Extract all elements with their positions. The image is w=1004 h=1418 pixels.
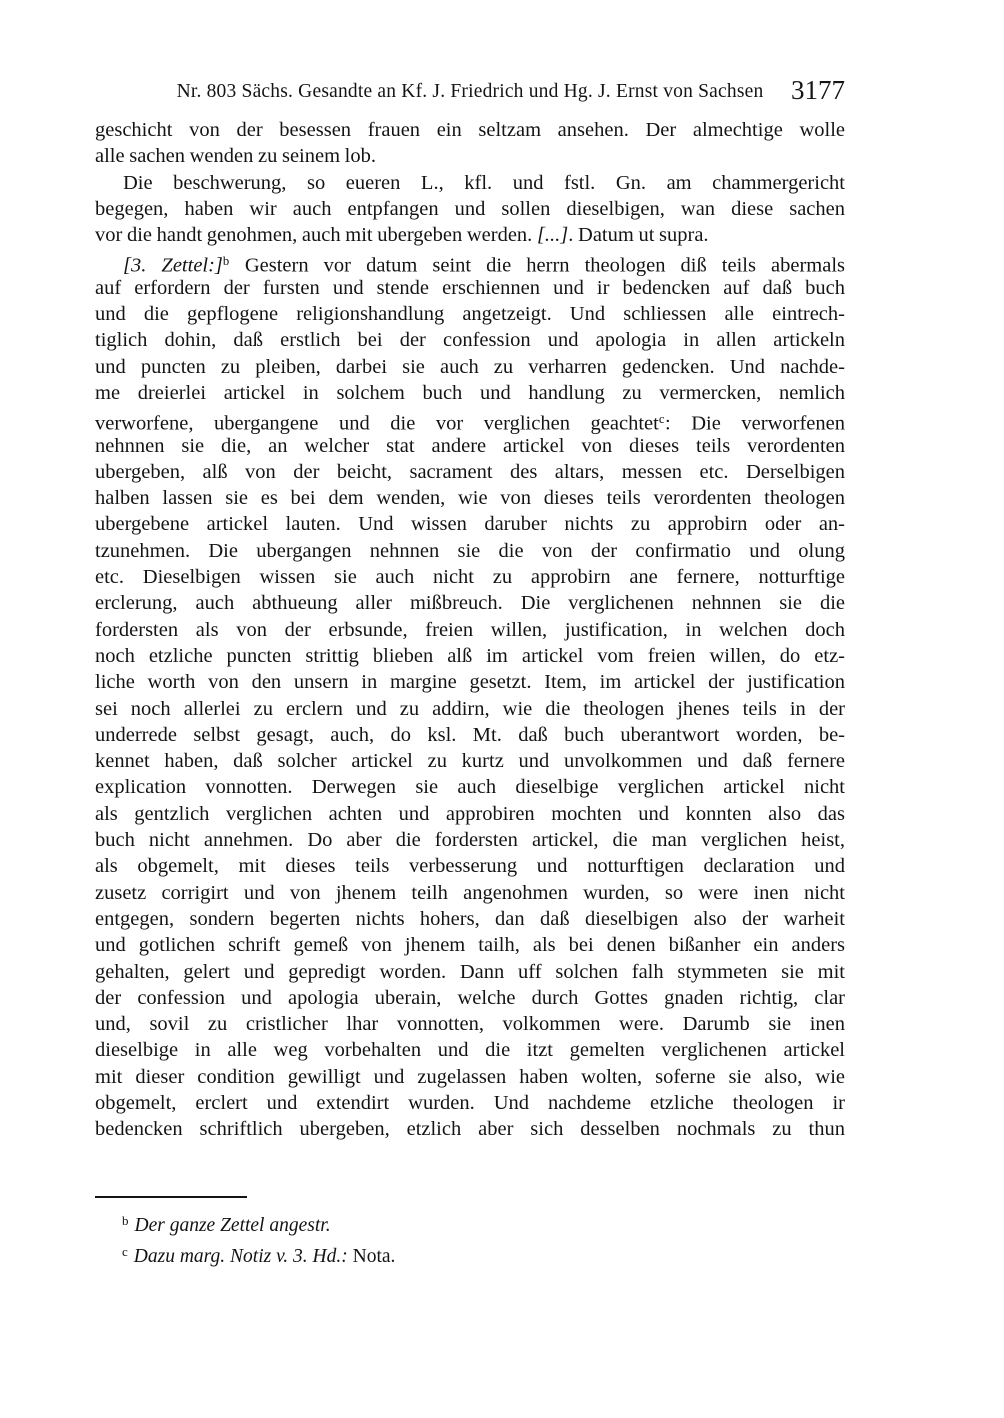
footnote-marker: b bbox=[122, 1213, 129, 1228]
paragraph bbox=[95, 248, 845, 1142]
text-line: und gotlichen schrift gemeß von jhenem tailh, als bei denen bißanher ein anders bbox=[95, 934, 845, 957]
text-line: etc. Dieselbigen wissen sie auch nicht zu approbirn ane fernere, notturftige bbox=[95, 566, 845, 589]
body-text bbox=[95, 117, 845, 1143]
text-line: dieselbige in alle weg vorbehalten und die itzt gemelten verglichenen artickel bbox=[95, 1039, 845, 1062]
running-head-title: Nr. 803 Sächs. Gesandte an Kf. J. Friedrich und Hg. J. Ernst von Sachsen bbox=[176, 81, 764, 102]
text-line: sei noch allerlei zu erclern und zu addirn, wie die theologen jhenes teils in der bbox=[95, 697, 845, 720]
page-header bbox=[95, 76, 845, 106]
text-line: ubergeben, alß von der beicht, sacrament des altars, messen etc. Derselbigen bbox=[95, 460, 845, 483]
text-line: begegen, haben wir auch entpfangen und sollen dieselbigen, wan diese sachen bbox=[95, 197, 845, 220]
text-line: entgegen, sondern begerten nichts hohers, dan daß dieselbigen also der warheit bbox=[95, 907, 845, 930]
text-line: underrede selbst gesagt, auch, do ksl. Mt. daß buch uberantwort worden, be- bbox=[95, 723, 845, 746]
footnote-marker: c bbox=[122, 1243, 128, 1259]
text-line: ubergebene artickel lauten. Und wissen daruber nichts zu approbirn oder an- bbox=[95, 513, 845, 536]
text-line: und die gepflogene religionshandlung angetzeigt. Und schliessen alle eintrech- bbox=[95, 303, 845, 326]
text-line: geschicht von der besessen frauen ein seltzam ansehen. Der almechtige wolle bbox=[95, 119, 845, 141]
text-line: tiglich dohin, daß erstlich bei der confession und apologia in allen artickeln bbox=[95, 329, 845, 352]
text-line: alle sachen wenden zu seinem lob. bbox=[95, 145, 376, 168]
text-line: kennet haben, daß solcher artickel zu kurtz und unvolkommen und daß fernere bbox=[95, 750, 845, 773]
text-line: als obgemelt, mit dieses teils verbesserung und notturftigen declaration und bbox=[95, 855, 845, 878]
paragraph bbox=[95, 170, 845, 249]
footnotes bbox=[95, 1196, 845, 1270]
text-line: zusetz corrigirt und von jhenem teilh angenohmen wurden, so were inen nicht bbox=[95, 881, 845, 904]
text-line: [3. Zettel:]$^b$ Gestern vor datum seint die herrn theologen diß teils abermals bbox=[123, 254, 846, 277]
text-line: obgemelt, erclert und extendirt wurden. Und nachdeme etzliche theologen ir bbox=[95, 1091, 845, 1114]
text-line: gehalten, gelert und gepredigt worden. Dann uff solchen falh stymmeten sie mit bbox=[95, 960, 845, 983]
footnote: $^c$ Dazu marg. Notiz v. 3. Hd.: Nota. bbox=[122, 1243, 396, 1267]
text-line: nehnnen sie die, an welcher stat andere artickel von dieses teils verordenten bbox=[95, 434, 845, 457]
text-line: auf erfordern der fursten und stende erschiennen und ir bedencken auf daß buch bbox=[95, 276, 845, 299]
text-line: halben lassen sie es bei dem wenden, wie von dieses teils verordenten theologen bbox=[95, 487, 845, 510]
text-line: fordersten als von der erbsunde, freien willen, justification, in welchen doch bbox=[95, 618, 845, 641]
text-line: mit dieser condition gewilligt und zugelassen haben wolten, soferne sie also, wie bbox=[95, 1065, 845, 1088]
text-line: Die beschwerung, so eueren L., kfl. und fstl. Gn. am chammergericht bbox=[123, 171, 845, 194]
page-number: 3177 bbox=[791, 75, 845, 105]
text-line: vor die handt genohmen, auch mit ubergeben werden. [...]. Datum ut supra. bbox=[95, 224, 709, 247]
text-line: tzunehmen. Die ubergangen nehnnen sie die von der confirmatio und olung bbox=[95, 539, 845, 562]
text-line: liche worth von den unsern in margine gesetzt. Item, im artickel der justification bbox=[95, 671, 845, 694]
text-line: erclerung, auch abthueung aller mißbreuch. Die verglichenen nehnnen sie die bbox=[95, 592, 845, 615]
text-line: me dreierlei artickel in solchem buch und handlung zu vermercken, nemlich bbox=[95, 381, 845, 404]
text-line: buch nicht annehmen. Do aber die fordersten artickel, die man verglichen heist, bbox=[95, 829, 845, 852]
text-line: und, sovil zu cristlicher lhar vonnotten, volkommen were. Darumb sie inen bbox=[95, 1013, 845, 1036]
text-line: und puncten zu pleiben, darbei sie auch zu verharren gedencken. Und nachde- bbox=[95, 355, 845, 378]
text-line: noch etzliche puncten strittig blieben alß im artickel vom freien willen, do etz- bbox=[95, 644, 845, 667]
paragraph bbox=[95, 117, 845, 170]
footnote-separator bbox=[95, 1196, 247, 1198]
text-line: bedencken schriftlich ubergeben, etzlich aber sich desselben nochmals zu thun bbox=[95, 1118, 845, 1141]
footnote: $^b$ Der ganze Zettel angestr. bbox=[122, 1213, 331, 1236]
text-line: verworfene, ubergangene und die vor verglichen geachtet$^c$: Die verworfenen bbox=[95, 412, 845, 435]
text-line: der confession und apologia uberain, welche durch Gottes gnaden richtig, clar bbox=[95, 986, 845, 1009]
text-line: explication vonnotten. Derwegen sie auch dieselbige verglichen artickel nicht bbox=[95, 776, 845, 799]
text-line: als gentzlich verglichen achten und approbiren mochten und konnten also das bbox=[95, 802, 845, 825]
